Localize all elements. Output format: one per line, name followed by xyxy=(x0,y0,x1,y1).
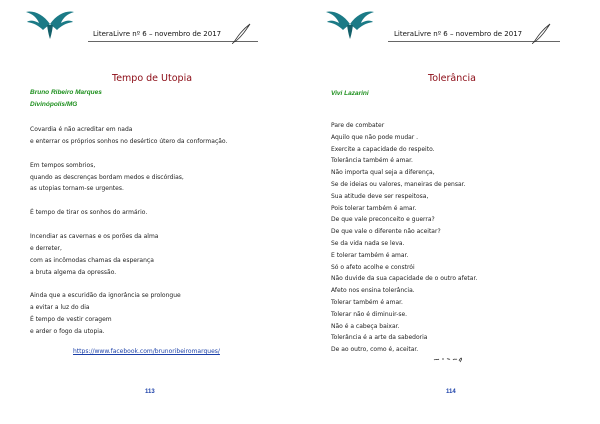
poem-line: Afeto nos ensina tolerância. xyxy=(331,287,415,295)
quill-pen-icon xyxy=(532,22,552,44)
poem-line: a bruta algema da opressão. xyxy=(30,268,117,276)
poem-author: Vivi Lazarini xyxy=(331,90,369,97)
poem-line: Se de ideias ou valores, maneiras de pensar. xyxy=(331,180,466,188)
poem-line: De que vale o diferente não aceitar? xyxy=(331,228,441,236)
winged-logo-icon xyxy=(25,6,75,40)
header-text: LiteraLivre nº 6 – novembro de 2017 xyxy=(93,30,222,38)
poem-line: Não importa qual seja a diferença, xyxy=(331,169,435,177)
poem-line: Tolerância também é amar. xyxy=(331,157,413,165)
poem-line: Tolerar não é diminuir-se. xyxy=(331,310,408,318)
poem-line: e derreter, xyxy=(30,244,62,252)
right-page xyxy=(300,0,600,424)
poem-line: e enterrar os próprios sonhos no desértico útero da conformação. xyxy=(30,137,228,145)
poem-body xyxy=(30,124,270,338)
poem-line: Covardia é não acreditar em nada xyxy=(30,126,133,133)
poem-title: Tolerância xyxy=(428,73,476,84)
handwritten-signature xyxy=(433,352,463,364)
poem-line: De ao outro, como é, aceitar. xyxy=(331,346,419,354)
poem-line: De que vale preconceito e guerra? xyxy=(331,216,435,224)
poem-line: E tolerar também é amar. xyxy=(331,251,409,259)
page-number: 114 xyxy=(446,389,456,395)
poem-line: É tempo de vestir coragem xyxy=(30,316,112,324)
poem-line: Tolerar também é amar. xyxy=(331,298,403,306)
poem-title: Tempo de Utopia xyxy=(112,73,193,84)
poem-line: Pois tolerar também é amar. xyxy=(331,204,417,212)
poem-line: as utopias tornam-se urgentes. xyxy=(30,185,124,193)
poem-line: Tolerância é a arte da sabedoria xyxy=(331,334,428,342)
poem-line: e arder o fogo da utopia. xyxy=(30,328,105,336)
poem-line: Aquilo que não pode mudar . xyxy=(331,133,419,141)
poem-line: Só o afeto acolhe e constrói xyxy=(331,263,415,271)
poem-line: a evitar a luz do dia xyxy=(30,304,90,312)
poem-line: Incendiar as cavernas e os porões da alma xyxy=(30,233,159,241)
poem-author: Bruno Ribeiro Marques xyxy=(30,89,102,96)
poem-line: Não é a cabeça baixar. xyxy=(331,322,400,330)
poem-line: Pare de combater xyxy=(331,122,385,129)
poem-line: É tempo de tirar os sonhos do armário. xyxy=(30,209,148,217)
page-number: 113 xyxy=(145,389,155,395)
poem-line: Ainda que a escuridão da ignorância se prolongue xyxy=(30,292,181,300)
author-facebook-link[interactable]: https://www.facebook.com/brunoribeiromarques/ xyxy=(73,348,220,355)
header-text: LiteraLivre nº 6 – novembro de 2017 xyxy=(394,30,523,38)
poem-line: Sua atitude deve ser respeitosa, xyxy=(331,192,429,200)
poem-line: Se da vida nada se leva. xyxy=(331,239,405,247)
poem-line: Não duvide da sua capacidade de o outro afetar. xyxy=(331,275,478,283)
author-location: Divinópolis/MG xyxy=(30,101,78,108)
poem-line: Exercite a capacidade do respeito. xyxy=(331,145,435,153)
poem-body xyxy=(331,120,571,356)
poem-line: com as incômodas chamas da esperança xyxy=(30,256,154,264)
poem-line: quando as descrenças bordam medos e discórdias, xyxy=(30,173,184,181)
poem-line: Em tempos sombrios, xyxy=(30,161,96,169)
winged-logo-icon xyxy=(325,6,375,40)
quill-pen-icon xyxy=(232,22,252,44)
